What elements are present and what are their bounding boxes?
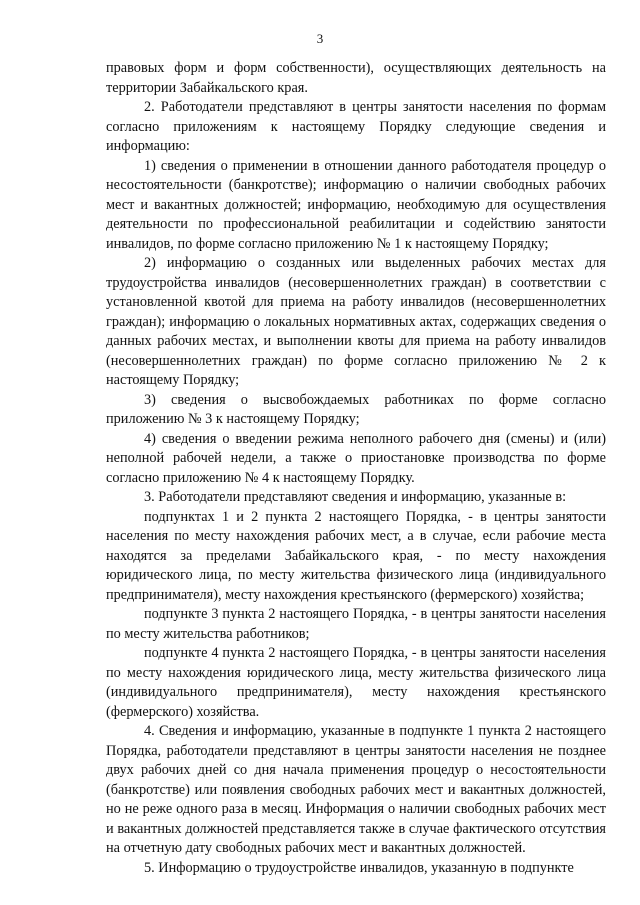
paragraph-subitem-2: 2) информацию о созданных или выделенных рабочих местах для трудоустройства инвалидов (несовершеннолетних граждан) в соответствии с установленной квотой для приема на работу инвалидов (несовершеннолетних граждан); информацию о локальных нормативных актах, содержащих сведения о данных рабочих местах, и выполнении квоты для приема на работу инвалидов (несовершеннолетних граждан) по форме согласно приложению № 2 к настоящему Порядку; [106, 255, 606, 388]
paragraph-item-4: 4. Сведения и информацию, указанные в подпункте 1 пункта 2 настоящего Порядка, работодатели представляют в центры занятости населения не позднее двух рабочих дней со дня начала применения процедур о несостоятельности (банкротстве) или появления свободных рабочих мест и вакантных должностей, но не реже одного раза в месяц. Информация о наличии свободных рабочих мест и вакантных должностей представляется также в случае фактического отсутствия на отчетную дату свободных рабочих мест и вакантных должностей. [106, 723, 606, 856]
document-body [106, 59, 606, 878]
paragraph-item-2: 2. Работодатели представляют в центры занятости населения по формам согласно приложениям к настоящему Порядку следующие сведения и информацию: [106, 99, 606, 154]
paragraph-subitem-3: 3) сведения о высвобождаемых работниках по форме согласно приложению № 3 к настоящему Порядку; [106, 391, 606, 427]
paragraph-item-5: 5. Информацию о трудоустройстве инвалидов, указанную в подпункте [144, 859, 574, 876]
paragraph-subitem-1: 1) сведения о применении в отношении данного работодателя процедур о несостоятельности (банкротстве); информацию о наличии свободных рабочих мест и вакантных должностей; информацию, необходимую для осуществления деятельности по профессиональной реабилитации и содействию занятости инвалидов, по форме согласно приложению № 1 к настоящему Порядку; [106, 157, 606, 252]
paragraph-continuation: правовых форм и форм собственности), осуществляющих деятельность на территории Забайкальского края. [106, 60, 606, 96]
paragraph-item-3-subitems-1-2: подпунктах 1 и 2 пункта 2 настоящего Порядка, - в центры занятости населения по месту нахождения рабочих мест, а в случае, если рабочие места находятся за пределами Забайкальского края, - по месту нахождения юридического лица, по месту жительства физического лица (индивидуального предпринимателя), месту нахождения крестьянского (фермерского) хозяйства; [106, 508, 606, 603]
paragraph-item-3-subitem-4: подпункте 4 пункта 2 настоящего Порядка, - в центры занятости населения по месту нахождения юридического лица, месту жительства физического лица (индивидуального предпринимателя), месту нахождения крестьянского (фермерского) хозяйства. [106, 645, 606, 720]
page-number: 3 [316, 31, 324, 46]
paragraph-subitem-4: 4) сведения о введении режима неполного рабочего дня (смены) и (или) неполной рабочей недели, а также о приостановке производства по форме согласно приложению № 4 к настоящему Порядку. [106, 430, 606, 486]
paragraph-item-3: 3. Работодатели представляют сведения и информацию, указанные в: [144, 489, 567, 505]
paragraph-item-3-subitem-3: подпункте 3 пункта 2 настоящего Порядка, - в центры занятости населения по месту жительства работников; [106, 606, 606, 642]
